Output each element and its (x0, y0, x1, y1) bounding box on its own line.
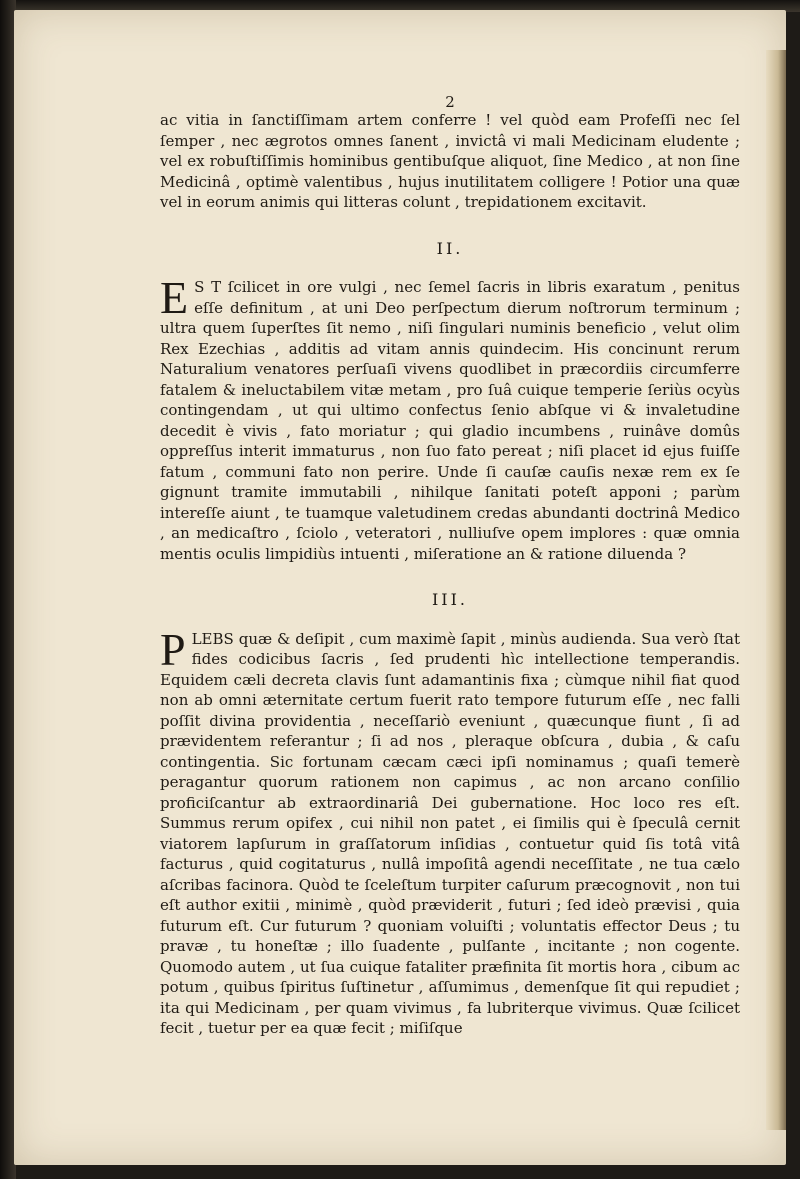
page-edge-stack (766, 50, 786, 1130)
page-text-block (160, 94, 740, 1039)
section-2-paragraph (160, 272, 740, 564)
drop-cap-e: E (160, 272, 189, 323)
section-heading-2: II. (436, 238, 464, 258)
intro-paragraph: ac vitia in ſanctiſſimam artem conferre ! vel quòd eam Profeſſi nec ſel ſemper , nec ægrotos omnes ſanent , invictâ vi mali Medicinam eludente ; vel ex robuſtiſſimis hominibus gentibuſque aliquot, ſine Medico , at non ſine Medicinâ , optimè valentibus , hujus inutilitatem colligere ! Potior una quæ vel in eorum animis qui litteras colunt , trepidationem excitavit. (160, 111, 740, 211)
page-number: 2 (445, 93, 455, 111)
section-2-text: S T ſcilicet in ore vulgi , nec ſemel ſacris in libris exaratum , penitus eſſe definitum , at uni Deo perſpectum dierum noſtrorum terminum ; ultra quem ſuperſtes ſit nemo , niſi ſingulari numinis beneficio , velut olim Rex Ezechias , additis ad vitam annis quindecim. His concinunt rerum Naturalium venatores perſuaſi vivens quodlibet in præcordiis circumferre fatalem & ineluctabilem vitæ metam , pro ſuâ cuique temperie ſeriùs ocyùs contingendam , ut qui ultimo confectus ſenio abſque vi & invaletudine decedit è vivis , fato moriatur ; qui gladio incumbens , ruinâve domûs oppreſſus interit immaturus , non ſuo fato pereat ; niſi placet id ejus fuiſſe fatum , communi fato non perire. Unde ſi cauſæ cauſis nexæ rem ex ſe gignunt tramite immutabili , nihilque ſanitati poteſt apponi ; parùm intereſſe aiunt , te tuamque valetudinem credas abundanti doctrinâ Medico , an medicaſtro , ſciolo , veteratori , nulliuſve opem implores : quæ omnia mentis oculis limpidiùs intuenti , miſeratione an & ratione diluenda ? (160, 278, 740, 563)
section-3-paragraph (160, 623, 740, 1039)
drop-cap-p: P (160, 623, 186, 675)
section-3-text: LEBS quæ & deſipit , cum maximè ſapit , minùs audienda. Sua verò ſtat fides codicibus ſacris , ſed prudenti hìc intellectione temperandis. Equidem cæli decreta clavis ſunt adamantinis fixa ; cùmque nihil fiat quod non ab omni æternitate certum fuerit rato tempore futurum eſſe , nec falli poſſit divina providentia , neceſſariò eveniunt , quæcunque fiunt , ſi ad prævidentem referantur ; ſi ad nos , pleraque obſcura , dubia , & caſu contingentia. Sic fortunam cæcam cæci ipſi nominamus ; quaſi temerè peragantur quorum rationem non capimus , ac non arcano conſilio proficiſcantur ab extraordinariâ Dei gubernatione. Hoc loco res eſt. Summus rerum opifex , cui nihil non patet , ei ſimilis qui è ſpeculâ cernit viatorem lapſurum in graſſatorum inſidias , contuetur quid ſis totâ vitâ facturus , quid cogitaturus , nullâ impoſitâ agendi neceſſitate , ne tua cælo aſcribas facinora. Quòd te ſceleſtum turpiter caſurum præcognovit , non tui eſt author exitii , minimè , quòd præviderit , futuri ; ſed ideò prævisi , quia futurum eſt. Cur futurum ? quoniam voluiſti ; voluntatis effector Deus ; tu pravæ , tu honeſtæ ; illo ſuadente , pulſante , incitante ; non cogente. Quomodo autem , ut ſua cuique fataliter præfinita ſit mortis hora , cibum ac potum , quibus ſpiritus ſuſtinetur , aſſumimus , demenſque ſit qui repudiet ; ita qui Medicinam , per quam vivimus , fa lubriterque vivimus. Quæ ſcilicet fecit , tuetur per ea quæ fecit ; miſiſque (160, 629, 740, 1037)
section-heading-3: III. (431, 590, 469, 609)
